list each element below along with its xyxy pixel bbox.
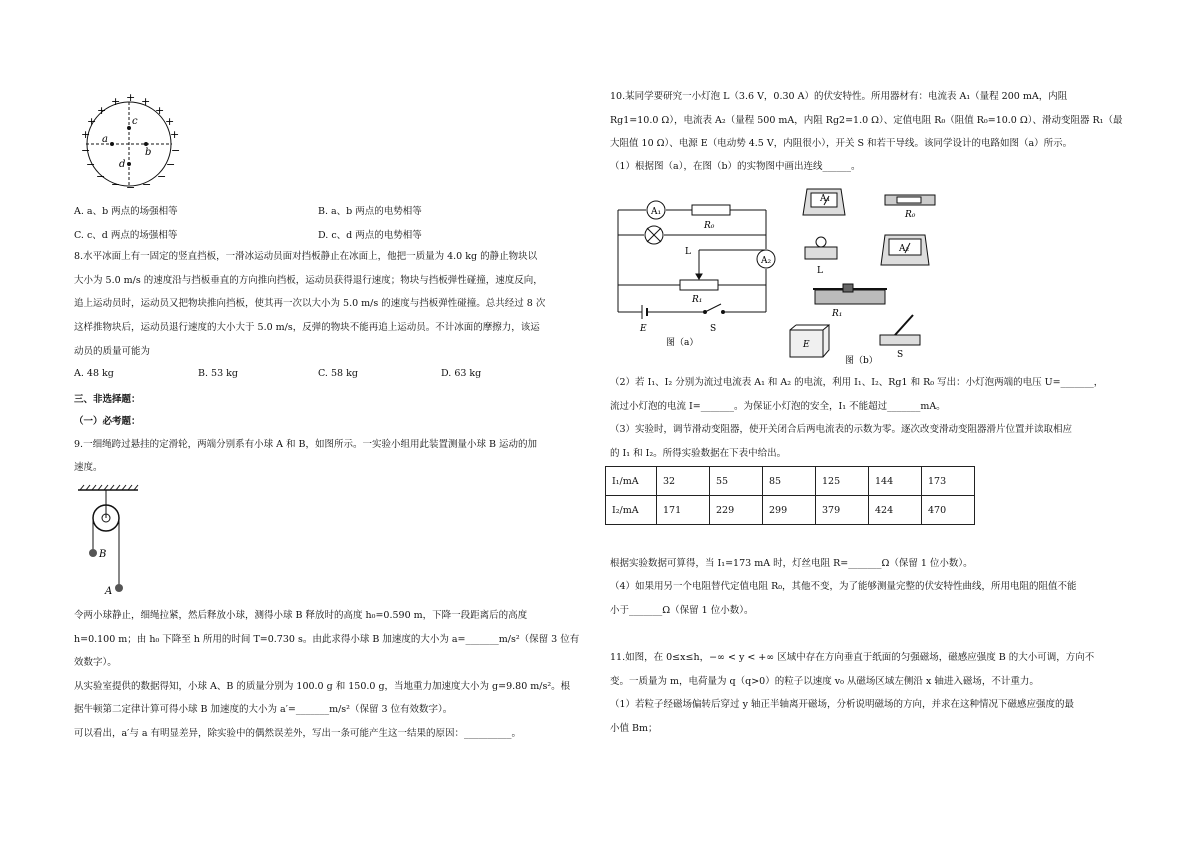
svg-text:+: + [141, 95, 151, 108]
circuit-diagram-a [610, 190, 785, 350]
svg-text:−: − [111, 178, 121, 191]
q11-line: （1）若粒子经磁场偏转后穿过 y 轴正半轴离开磁场，分析说明磁场的方向，并求在这种情况下磁感应强度的最 [610, 699, 1074, 710]
table-cell: I₁/mA [606, 467, 657, 496]
svg-text:−: − [142, 178, 152, 191]
table-cell: 470 [922, 496, 975, 525]
ball-label-a: A [105, 586, 113, 597]
svg-text:+: + [87, 115, 97, 128]
label-l-b: L [817, 266, 823, 276]
table-cell: 299 [763, 496, 816, 525]
ball-label-b: B [99, 549, 107, 560]
q8-option-b: B. 53 kg [198, 368, 238, 379]
label-r1: R₁ [692, 295, 703, 305]
label-r1-b: R₁ [832, 309, 843, 319]
label-e-b: E [803, 340, 810, 350]
svg-text:+: + [155, 104, 165, 117]
svg-text:−: − [86, 158, 96, 171]
q10-part2-line: 流过小灯泡的电流 I=_______。为保证小灯泡的安全，I₁ 不能超过_______mA。 [610, 401, 946, 412]
q9-line: 据牛顿第二定律计算可得小球 B 加速度的大小为 a′=_______m/s²（保留 3 位有效数字）。 [74, 704, 453, 715]
q9-pulley-figure [74, 484, 144, 599]
svg-text:−: − [81, 144, 91, 157]
svg-text:−: − [126, 181, 136, 192]
caption-a: 图（a） [666, 338, 699, 348]
svg-text:+: + [97, 104, 107, 117]
svg-text:−: − [171, 144, 181, 157]
q7-option-d: D. c、d 两点的电势相等 [318, 230, 422, 241]
q8-option-a: A. 48 kg [74, 368, 114, 379]
q9-line: 速度。 [74, 462, 103, 473]
label-a2: A₂ [761, 256, 772, 266]
label-s: S [710, 324, 717, 334]
table-cell: 32 [657, 467, 710, 496]
q9-line: 9.一细绳跨过悬挂的定滑轮，两端分别系有小球 A 和 B，如图所示。一实验小组用此装置测量小球 B 运动的加 [74, 439, 537, 450]
subsection-title: （一）必考题： [74, 416, 141, 427]
svg-text:+: + [81, 128, 91, 141]
table-cell: 144 [869, 467, 922, 496]
q10-line: 10.某同学要研究一小灯泡 L（3.6 V，0.30 A）的伏安特性。所用器材有：电流表 A₁（量程 200 mA，内阻 [610, 91, 1068, 102]
svg-text:+: + [165, 115, 175, 128]
label-l: L [685, 247, 691, 257]
label-s-b: S [897, 350, 904, 360]
q8-line: 这样推物块后，运动员退行速度的大小大于 5.0 m/s，反弹的物块不能再追上运动员。不计冰面的摩擦力，该运 [74, 322, 540, 333]
label-r0-b: R₀ [905, 210, 916, 220]
point-label-a: a [102, 134, 108, 145]
label-a1-b: A₁ [820, 194, 831, 204]
caption-b: 图（b） [845, 356, 878, 365]
svg-text:−: − [166, 158, 176, 171]
label-r0: R₀ [704, 221, 715, 231]
q10-part3-line: 根据实验数据可算得，当 I₁=173 mA 时，灯丝电阻 R=_______Ω（保留 1 位小数）。 [610, 558, 973, 569]
q8-line: 追上运动员时，运动员又把物块推向挡板，使其再一次以大小为 5.0 m/s 的速度与挡板弹性碰撞。总共经过 8 次 [74, 298, 546, 309]
svg-text:+: + [126, 92, 136, 104]
q10-part2-line: （3）实验时，调节滑动变阻器，使开关闭合后两电流表的示数为零。逐次改变滑动变阻器滑片位置并读取相应 [610, 424, 1073, 435]
data-table [605, 466, 975, 525]
q10-part2-line: （2）若 I₁、I₂ 分别为流过电流表 A₁ 和 A₂ 的电流，利用 I₁、I₂、Rg1 和 R₀ 写出：小灯泡两端的电压 U=_______， [610, 377, 1104, 388]
q10-line: Rg1=10.0 Ω），电流表 A₂（量程 500 mA，内阻 Rg2=1.0 Ω）、定值电阻 R₀（阻值 R₀=10.0 Ω）、滑动变阻器 R₁（最 [610, 115, 1123, 126]
svg-text:+: + [170, 128, 180, 141]
table-cell: 171 [657, 496, 710, 525]
svg-text:+: + [111, 95, 121, 108]
table-cell: I₂/mA [606, 496, 657, 525]
table-cell: 85 [763, 467, 816, 496]
table-row [606, 467, 975, 496]
q11-line: 11.如图，在 0≤x≤h，−∞ < y < +∞ 区域中存在方向垂直于纸面的匀强磁场，磁感应强度 B 的大小可调，方向不 [610, 652, 1095, 663]
section-title: 三、非选择题： [74, 394, 141, 405]
point-label-b: b [145, 147, 152, 158]
q11-line: 小值 Bm； [610, 723, 658, 734]
table-cell: 55 [710, 467, 763, 496]
q9-line: 令两小球静止，细绳拉紧，然后释放小球，测得小球 B 释放时的高度 h₀=0.590 m，下降一段距离后的高度 [74, 610, 528, 621]
q9-line: 效数字）。 [74, 657, 117, 668]
point-label-c: c [132, 116, 138, 127]
table-cell: 424 [869, 496, 922, 525]
q10-part2-line: 的 I₁ 和 I₂。所得实验数据在下表中给出。 [610, 448, 787, 459]
label-a2-b: A₂ [899, 244, 910, 254]
q7-option-c: C. c、d 两点的场强相等 [74, 230, 178, 241]
q10-part3-line: （4）如果用另一个电阻替代定值电阻 R₀，其他不变，为了能够测量完整的伏安特性曲线，所用电阻的阻值不能 [610, 581, 1077, 592]
q8-option-d: D. 63 kg [441, 368, 482, 379]
q9-line: 从实验室提供的数据得知，小球 A、B 的质量分别为 100.0 g 和 150.0 g，当地重力加速度大小为 g=9.80 m/s²。根 [74, 681, 571, 692]
svg-text:−: − [96, 170, 106, 183]
q8-line: 动员的质量可能为 [74, 346, 151, 357]
q10-line: 大阻值 10 Ω）、电源 E（电动势 4.5 V，内阻很小），开关 S 和若干导线。该同学设计的电路如图（a）所示。 [610, 138, 1073, 149]
table-cell: 173 [922, 467, 975, 496]
q10-line: （1）根据图（a），在图（b）的实物图中画出连线______。 [610, 161, 861, 172]
label-e: E [640, 324, 647, 334]
table-cell: 125 [816, 467, 869, 496]
q8-line: 大小为 5.0 m/s 的速度沿与挡板垂直的方向推向挡板，运动员获得退行速度；物块与挡板弹性碰撞，速度反向， [74, 275, 543, 286]
table-cell: 379 [816, 496, 869, 525]
q9-line: 可以看出，a′与 a 有明显差异，除实验中的偶然误差外，写出一条可能产生这一结果的原因：__________。 [74, 728, 522, 739]
q9-line: h=0.100 m；由 h₀ 下降至 h 所用的时间 T=0.730 s。由此求得小球 B 加速度的大小为 a=_______m/s²（保留 3 位有 [74, 634, 580, 645]
label-a1: A₁ [651, 207, 662, 217]
svg-text:−: − [157, 170, 167, 183]
q7-charged-sphere-figure [74, 92, 184, 192]
q7-option-b: B. a、b 两点的电势相等 [318, 206, 422, 217]
apparatus-figure-b [785, 185, 955, 365]
q11-line: 变。一质量为 m，电荷量为 q（q>0）的粒子以速度 v₀ 从磁场区域左侧沿 x 轴进入磁场，不计重力。 [610, 676, 1039, 687]
q7-option-a: A. a、b 两点的场强相等 [74, 206, 178, 217]
q8-option-c: C. 58 kg [318, 368, 358, 379]
table-cell: 229 [710, 496, 763, 525]
point-label-d: d [119, 159, 126, 170]
q10-part3-line: 小于_______Ω（保留 1 位小数）。 [610, 605, 754, 616]
table-row [606, 496, 975, 525]
q8-line: 8.水平冰面上有一固定的竖直挡板，一滑冰运动员面对挡板静止在冰面上，他把一质量为 4.0 kg 的静止物块以 [74, 251, 538, 262]
